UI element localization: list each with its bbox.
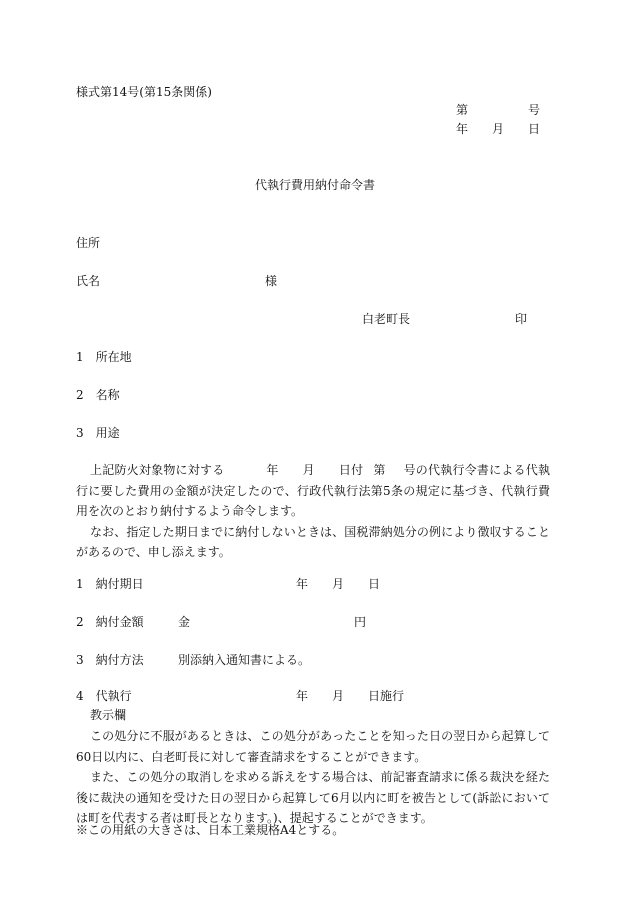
item-location: 1 所在地 [76,350,132,364]
date-year: 年 [456,122,469,136]
paper-size-footnote: ※この用紙の大きさは、日本工業規格A4とする。 [76,823,345,837]
payment-deadline-label: 1 納付期日 [76,577,144,591]
item-usage: 3 用途 [76,426,120,440]
deadline-day: 日 [368,577,381,591]
notice-text [76,726,550,829]
deadline-month: 月 [332,577,345,591]
payment-amount-label: 2 納付金額 [76,615,144,629]
notice-heading: 教示欄 [90,708,127,722]
notice-paragraph-1: この処分に不服があるときは、この処分があったことを知った日の翌日から起算して60日以内に、白老町長に対して審査請求をすることができます。 [76,729,550,764]
body-paragraph-1: 上記防火対象物に対する 年 月 日付 第 号の代執行令書による代執行に要した費用の金額が決定したので、行政代執行法第5条の規定に基づき、代執行費用を次のとおり納付するよう命令します。 [76,463,550,518]
name-label: 氏名 [76,274,101,288]
item-name: 2 名称 [76,388,120,402]
payment-method-label: 3 納付方法 [76,653,144,667]
form-number: 様式第14号(第15条関係) [76,85,212,99]
body-paragraph-2: なお、指定した期日までに納付しないときは、国税滞納処分の例により徴収することがあるので、申し添えます。 [76,524,550,559]
number-go: 号 [528,103,541,117]
honorific: 様 [265,274,278,288]
document-title: 代執行費用納付命令書 [255,178,376,192]
execution-day-shikou: 日施行 [368,689,405,703]
date-day: 日 [528,122,541,136]
date-month: 月 [492,122,505,136]
address-label: 住所 [76,236,101,250]
body-text [76,460,550,563]
issuer-name: 白老町長 [362,312,411,326]
execution-label: 4 代執行 [76,689,132,703]
number-dai: 第 [456,103,469,117]
amount-prefix: 金 [178,615,191,629]
seal-mark: 印 [515,312,528,326]
execution-year: 年 [296,689,309,703]
amount-suffix: 円 [354,615,367,629]
notice-paragraph-2: また、この処分の取消しを求める訴えをする場合は、前記審査請求に係る裁決を経た後に裁決の通知を受けた日の翌日から起算して6月以内に町を被告として(訴訟においては町を代表する者は町長となります。)、提起することができます。 [76,770,550,825]
payment-method-value: 別添納入通知書による。 [178,653,311,667]
execution-month: 月 [332,689,345,703]
deadline-year: 年 [296,577,309,591]
